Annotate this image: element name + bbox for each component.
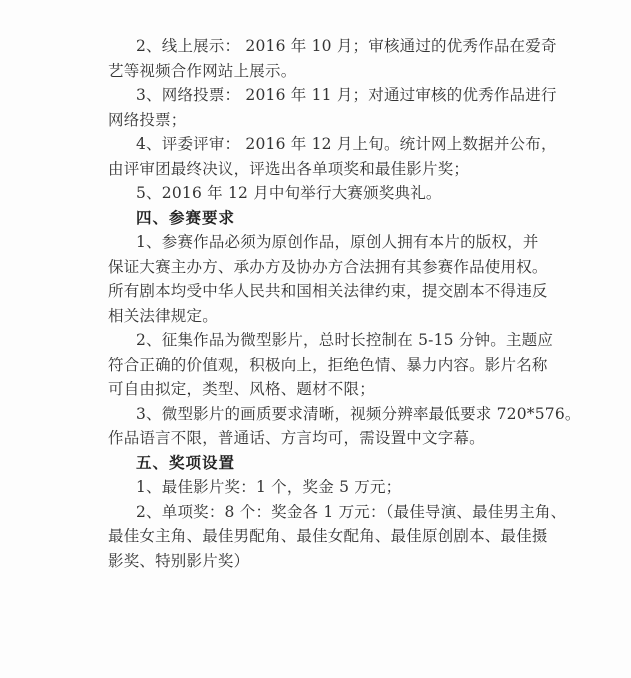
paragraph-line: 2、征集作品为微型影片，总时长控制在 5-15 分钟。主题应	[136, 331, 554, 349]
document-body	[108, 34, 581, 573]
paragraph-line: 1、参赛作品必须为原创作品，原创人拥有本片的版权，并	[136, 233, 539, 251]
paragraph-line: 3、网络投票： 2016 年 11 月；对通过审核的优秀作品进行	[136, 86, 557, 104]
paragraph-line: 所有剧本均受中华人民共和国相关法律约束，提交剧本不得违反	[108, 282, 548, 300]
paragraph-line: 相关法律规定。	[108, 306, 218, 325]
paragraph-line: 可自由拟定，类型、风格、题材不限；	[108, 380, 375, 398]
paragraph-line: 5、2016 年 12 月中旬举行大赛颁奖典礼。	[136, 184, 442, 202]
section-heading: 五、奖项设置	[136, 453, 236, 472]
paragraph-line: 符合正确的价值观，积极向上，拒绝色情、暴力内容。影片名称	[108, 355, 548, 374]
section-heading: 四、参赛要求	[136, 208, 236, 227]
paragraph-line: 2、单项奖：8 个：奖金各 1 万元：（最佳导演、最佳男主角、	[136, 502, 567, 521]
paragraph-line: 1、最佳影片奖：1 个，奖金 5 万元；	[136, 478, 402, 496]
paragraph-line: 由评审团最终决议，评选出各单项奖和最佳影片奖；	[108, 159, 470, 178]
paragraph-line: 4、评委评审： 2016 年 12 月上旬。统计网上数据并公布，	[136, 135, 557, 153]
paragraph-line: 最佳女主角、最佳男配角、最佳女配角、最佳原创剧本、最佳摄	[108, 527, 548, 545]
paragraph-line: 网络投票；	[108, 110, 187, 129]
paragraph-line: 艺等视频合作网站上展示。	[108, 61, 297, 80]
paragraph-line: 作品语言不限，普通话、方言均可，需设置中文字幕。	[108, 429, 485, 447]
paragraph-line: 2、线上展示： 2016 年 10 月；审核通过的优秀作品在爱奇	[136, 37, 557, 55]
paragraph-line: 保证大赛主办方、承办方及协办方合法拥有其参赛作品使用权。	[108, 257, 548, 276]
paragraph-line: 3、微型影片的画质要求清晰，视频分辨率最低要求 720*576。	[136, 404, 581, 423]
paragraph-line: 影奖、特别影片奖）	[108, 551, 250, 570]
